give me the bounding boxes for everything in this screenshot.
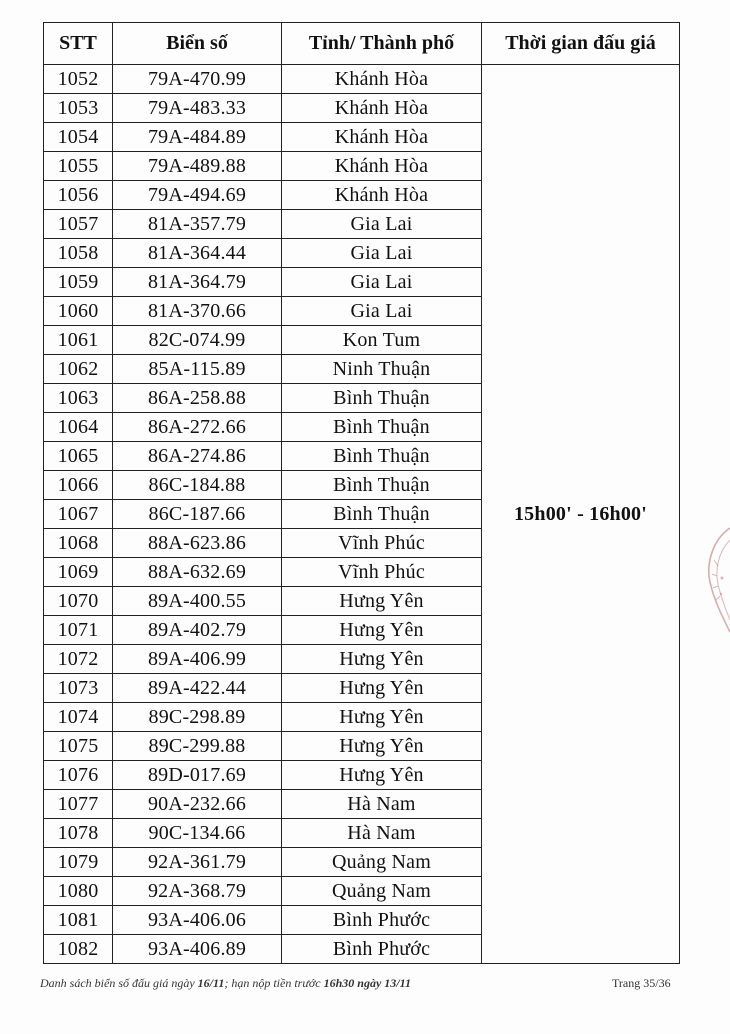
table-header xyxy=(44,23,680,65)
cell-plate: 89C-298.89 xyxy=(113,703,282,732)
cell-plate: 86C-187.66 xyxy=(113,500,282,529)
cell-province: Khánh Hòa xyxy=(282,65,482,94)
cell-stt: 1073 xyxy=(44,674,113,703)
cell-stt: 1065 xyxy=(44,442,113,471)
cell-plate: 92A-361.79 xyxy=(113,848,282,877)
page-number: Trang 35/36 xyxy=(612,976,671,990)
cell-stt: 1080 xyxy=(44,877,113,906)
cell-province: Hà Nam xyxy=(282,819,482,848)
cell-plate: 88A-632.69 xyxy=(113,558,282,587)
cell-stt: 1068 xyxy=(44,529,113,558)
cell-province: Kon Tum xyxy=(282,326,482,355)
cell-province: Khánh Hòa xyxy=(282,94,482,123)
footer-note xyxy=(40,976,411,991)
cell-plate: 90C-134.66 xyxy=(113,819,282,848)
cell-province: Bình Phước xyxy=(282,906,482,935)
cell-plate: 89D-017.69 xyxy=(113,761,282,790)
cell-stt: 1053 xyxy=(44,94,113,123)
cell-province: Quảng Nam xyxy=(282,877,482,906)
cell-stt: 1058 xyxy=(44,239,113,268)
cell-plate: 89A-422.44 xyxy=(113,674,282,703)
cell-province: Bình Phước xyxy=(282,935,482,964)
cell-plate: 79A-483.33 xyxy=(113,94,282,123)
cell-plate: 81A-357.79 xyxy=(113,210,282,239)
cell-province: Khánh Hòa xyxy=(282,123,482,152)
cell-stt: 1069 xyxy=(44,558,113,587)
header-stt: STT xyxy=(44,23,113,65)
cell-province: Gia Lai xyxy=(282,210,482,239)
footer-date: 16/11 xyxy=(197,976,225,990)
cell-province: Gia Lai xyxy=(282,268,482,297)
cell-plate: 92A-368.79 xyxy=(113,877,282,906)
cell-stt: 1077 xyxy=(44,790,113,819)
cell-stt: 1060 xyxy=(44,297,113,326)
cell-plate: 85A-115.89 xyxy=(113,355,282,384)
cell-province: Bình Thuận xyxy=(282,500,482,529)
cell-province: Vĩnh Phúc xyxy=(282,558,482,587)
seal-stamp-graphic xyxy=(700,520,730,640)
cell-stt: 1052 xyxy=(44,65,113,94)
cell-province: Bình Thuận xyxy=(282,413,482,442)
table-row xyxy=(44,65,680,94)
cell-province: Hưng Yên xyxy=(282,703,482,732)
cell-stt: 1079 xyxy=(44,848,113,877)
cell-stt: 1055 xyxy=(44,152,113,181)
cell-stt: 1078 xyxy=(44,819,113,848)
cell-plate: 81A-364.44 xyxy=(113,239,282,268)
cell-plate: 79A-494.69 xyxy=(113,181,282,210)
cell-stt: 1063 xyxy=(44,384,113,413)
cell-stt: 1059 xyxy=(44,268,113,297)
cell-province: Hưng Yên xyxy=(282,732,482,761)
cell-plate: 79A-489.88 xyxy=(113,152,282,181)
cell-plate: 86C-184.88 xyxy=(113,471,282,500)
cell-plate: 86A-272.66 xyxy=(113,413,282,442)
cell-plate: 90A-232.66 xyxy=(113,790,282,819)
cell-province: Bình Thuận xyxy=(282,442,482,471)
cell-stt: 1082 xyxy=(44,935,113,964)
cell-stt: 1054 xyxy=(44,123,113,152)
cell-stt: 1072 xyxy=(44,645,113,674)
cell-plate: 81A-364.79 xyxy=(113,268,282,297)
footer-deadline: 16h30 ngày 13/11 xyxy=(323,976,411,990)
seal-stamp-icon xyxy=(700,520,730,640)
cell-plate: 89C-299.88 xyxy=(113,732,282,761)
cell-province: Bình Thuận xyxy=(282,384,482,413)
cell-stt: 1061 xyxy=(44,326,113,355)
cell-province: Hưng Yên xyxy=(282,616,482,645)
cell-province: Hưng Yên xyxy=(282,587,482,616)
cell-stt: 1064 xyxy=(44,413,113,442)
cell-province: Gia Lai xyxy=(282,239,482,268)
cell-plate: 86A-258.88 xyxy=(113,384,282,413)
cell-province: Quảng Nam xyxy=(282,848,482,877)
cell-province: Ninh Thuận xyxy=(282,355,482,384)
cell-plate: 89A-400.55 xyxy=(113,587,282,616)
cell-plate: 79A-470.99 xyxy=(113,65,282,94)
header-auction-time: Thời gian đấu giá xyxy=(482,23,680,65)
cell-plate: 89A-402.79 xyxy=(113,616,282,645)
footer-text-1: Danh sách biển số đấu giá ngày xyxy=(40,976,198,990)
header-province: Tỉnh/ Thành phố xyxy=(282,23,482,65)
cell-plate: 81A-370.66 xyxy=(113,297,282,326)
cell-stt: 1076 xyxy=(44,761,113,790)
cell-stt: 1057 xyxy=(44,210,113,239)
cell-stt: 1066 xyxy=(44,471,113,500)
cell-stt: 1071 xyxy=(44,616,113,645)
cell-province: Gia Lai xyxy=(282,297,482,326)
cell-stt: 1056 xyxy=(44,181,113,210)
cell-stt: 1081 xyxy=(44,906,113,935)
footer-text-2: ; hạn nộp tiền trước xyxy=(224,976,324,990)
cell-stt: 1067 xyxy=(44,500,113,529)
cell-auction-time: 15h00' - 16h00' xyxy=(482,65,680,964)
cell-stt: 1070 xyxy=(44,587,113,616)
cell-province: Hà Nam xyxy=(282,790,482,819)
cell-plate: 88A-623.86 xyxy=(113,529,282,558)
cell-plate: 93A-406.89 xyxy=(113,935,282,964)
cell-stt: 1075 xyxy=(44,732,113,761)
cell-province: Khánh Hòa xyxy=(282,181,482,210)
cell-province: Hưng Yên xyxy=(282,761,482,790)
cell-plate: 86A-274.86 xyxy=(113,442,282,471)
auction-table xyxy=(43,22,680,964)
cell-plate: 93A-406.06 xyxy=(113,906,282,935)
cell-province: Bình Thuận xyxy=(282,471,482,500)
cell-stt: 1062 xyxy=(44,355,113,384)
cell-province: Hưng Yên xyxy=(282,674,482,703)
cell-plate: 79A-484.89 xyxy=(113,123,282,152)
header-plate: Biển số xyxy=(113,23,282,65)
cell-province: Khánh Hòa xyxy=(282,152,482,181)
cell-plate: 82C-074.99 xyxy=(113,326,282,355)
cell-province: Vĩnh Phúc xyxy=(282,529,482,558)
table-body xyxy=(44,65,680,964)
cell-plate: 89A-406.99 xyxy=(113,645,282,674)
cell-province: Hưng Yên xyxy=(282,645,482,674)
cell-stt: 1074 xyxy=(44,703,113,732)
header-row xyxy=(44,23,680,65)
